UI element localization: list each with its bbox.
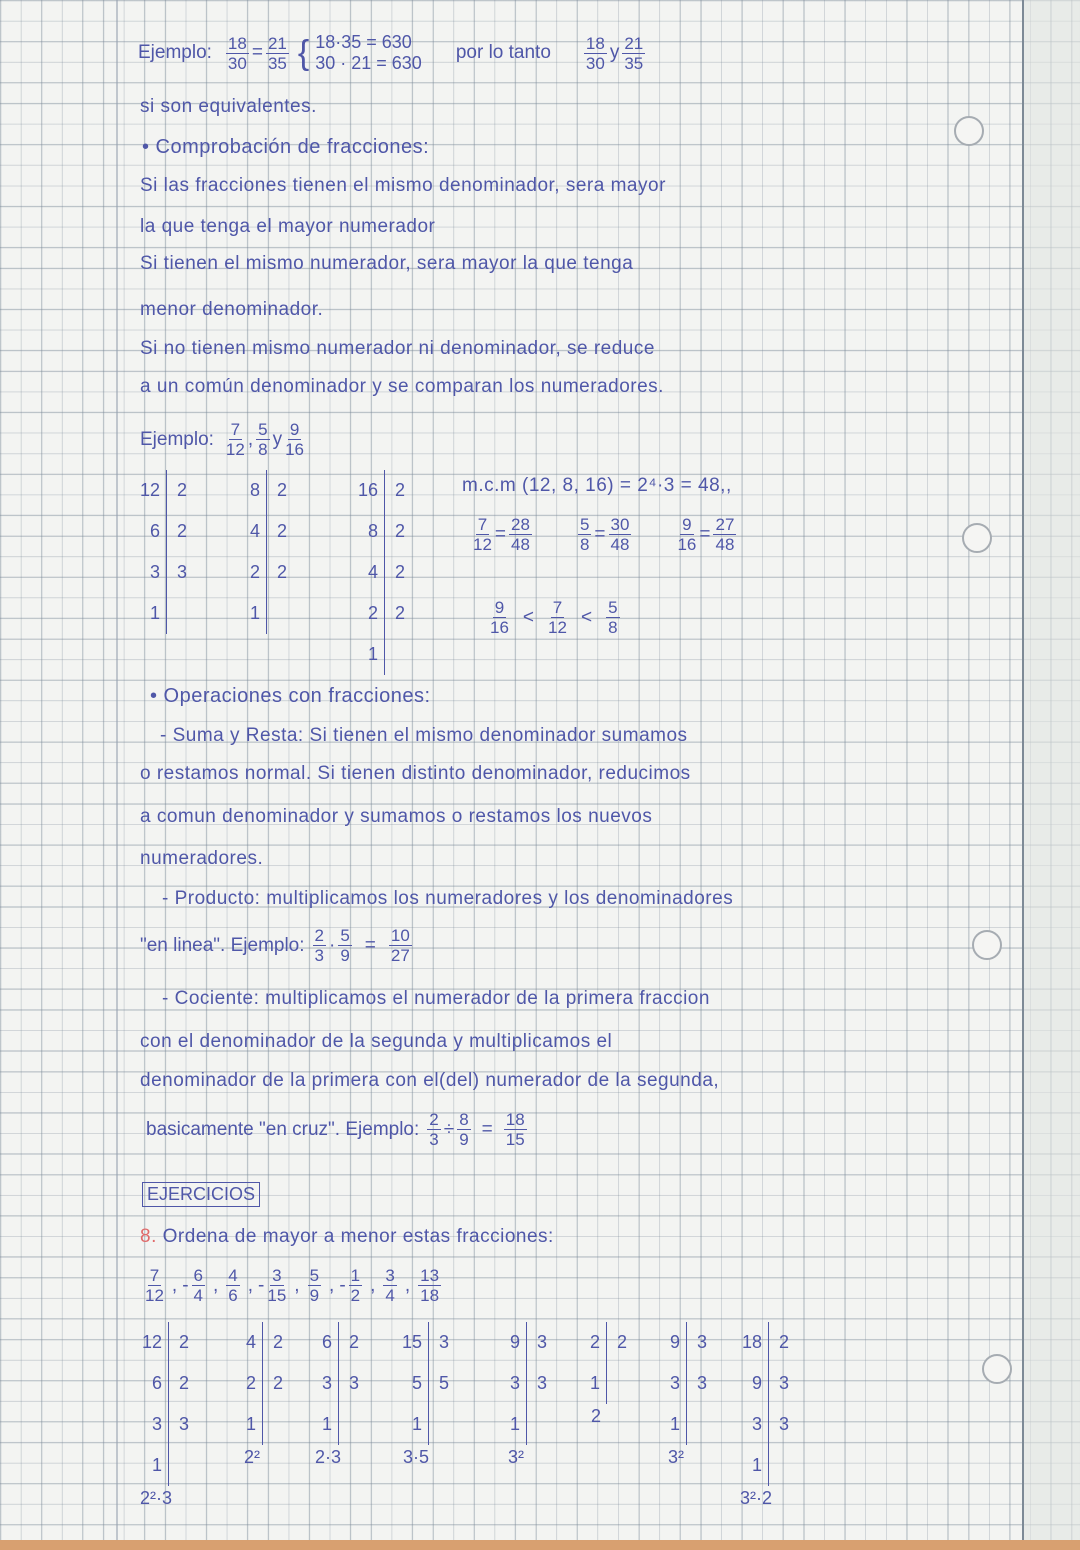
divisor: 3 [779, 1373, 790, 1393]
text-line: - Cociente: multiplicamos el numerador de la primera fraccion [162, 988, 710, 1009]
denominator: 35 [267, 53, 287, 73]
divisor: 2 [276, 562, 287, 582]
example-label: Ejemplo: [140, 428, 214, 450]
minus-sign: - [258, 1274, 265, 1296]
fraction [622, 34, 645, 73]
fraction [548, 598, 567, 637]
numerator: 5 [258, 420, 268, 439]
factorization-row [396, 1404, 459, 1445]
dividend: 4 [352, 552, 385, 593]
dividend: 9 [656, 1322, 687, 1363]
divisor: 3 [179, 1414, 190, 1434]
denominator: 4 [385, 1286, 395, 1305]
text-line: Si las fracciones tienen el mismo denominador, sera mayor [140, 175, 666, 196]
conclusion-text: por lo tanto [455, 42, 551, 63]
factorization-table [576, 1322, 637, 1427]
factorization-row [236, 511, 297, 552]
equals-sign: = [494, 523, 507, 545]
factorization-row [352, 593, 415, 634]
fraction [418, 1266, 441, 1305]
comma: , [247, 1274, 254, 1296]
text-line: Si tienen el mismo numerador, sera mayor la que tenga [140, 253, 634, 274]
factorization-table [396, 1322, 459, 1468]
denominator: 9 [340, 946, 350, 965]
fraction [578, 515, 591, 554]
minus-sign: - [339, 1274, 346, 1296]
divisor: 2 [179, 1332, 190, 1352]
dividend: 2 [576, 1322, 607, 1363]
exercise-number: 8. [140, 1226, 157, 1247]
denominator: 12 [225, 440, 245, 459]
numerator: 21 [267, 33, 287, 53]
fraction [473, 515, 492, 554]
denominator: 12 [548, 618, 567, 637]
fraction [267, 1266, 286, 1305]
divisor: 3 [696, 1332, 707, 1352]
factorization-row [136, 1445, 199, 1486]
text-line: menor denominador. [140, 299, 324, 320]
dividend: 8 [352, 511, 385, 552]
equals-sign: = [699, 523, 711, 545]
numerator: 28 [511, 515, 530, 534]
factorization-table [352, 470, 415, 675]
comma: , [329, 1274, 335, 1296]
dividend: 1 [656, 1404, 687, 1445]
less-than-sign: < [522, 606, 535, 628]
dividend: 1 [134, 593, 167, 634]
dividend: 5 [396, 1363, 429, 1404]
factorization-row [496, 1363, 557, 1404]
text-line: a comun denominador y sumamos o restamos los nuevos [140, 806, 653, 827]
factorization-row [232, 1404, 293, 1445]
divisor: 3 [348, 1373, 359, 1393]
fraction [285, 420, 304, 459]
divisor: 2 [395, 562, 406, 582]
equals-sign: = [594, 523, 606, 545]
fraction [389, 926, 412, 965]
denominator: 3 [314, 946, 324, 965]
dividend: 3 [736, 1404, 769, 1445]
divisor: 2 [276, 480, 287, 500]
divisor [167, 593, 198, 634]
numerator: 6 [193, 1266, 203, 1285]
text-line: - Suma y Resta: Si tienen el mismo denominador sumamos [160, 725, 688, 746]
dividend: 1 [496, 1404, 527, 1445]
numerator: 13 [420, 1266, 440, 1285]
fraction [192, 1266, 205, 1305]
divisor [429, 1404, 460, 1445]
equals-sign: = [481, 1118, 493, 1140]
divisor [267, 593, 298, 634]
factorization-row [656, 1322, 717, 1363]
factorization-result: 3²·2 [739, 1488, 772, 1508]
factorization-row [136, 1404, 199, 1445]
denominator: 8 [579, 535, 590, 554]
factorization-row [496, 1322, 557, 1363]
numerator: 10 [390, 926, 410, 945]
factorization-row [352, 470, 415, 511]
factorization-row [232, 1322, 293, 1363]
denominator: 16 [285, 440, 305, 459]
numerator: 5 [608, 598, 618, 617]
text-line: - Producto: multiplicamos los numeradores y los denominadores [162, 888, 734, 909]
factorization-row [134, 511, 197, 552]
exercise-text: Ordena de mayor a menor estas fracciones: [162, 1226, 554, 1247]
dividend: 1 [236, 593, 267, 634]
divisor: 2 [179, 1373, 190, 1393]
fraction [226, 1266, 239, 1305]
dividend: 12 [136, 1322, 169, 1363]
factorization-row [236, 470, 297, 511]
factorization-result: 3·5 [402, 1447, 429, 1467]
factorization-row [136, 1363, 199, 1404]
page-edge [1022, 0, 1080, 1550]
factorization-row [396, 1322, 459, 1363]
factorization-row [308, 1322, 369, 1363]
denominator: 15 [505, 1130, 525, 1149]
numerator: 18 [585, 33, 605, 53]
divisor: 2 [348, 1332, 359, 1352]
denominator: 18 [420, 1286, 440, 1305]
factorization-row [576, 1363, 637, 1404]
dividend: 6 [134, 511, 167, 552]
fraction [457, 1110, 470, 1149]
product-example [140, 926, 415, 965]
fraction [504, 1110, 527, 1149]
exercise-fractions [142, 1266, 444, 1305]
equals-sign: = [364, 934, 376, 956]
factorization-row [656, 1363, 717, 1404]
brace: { [297, 33, 310, 72]
divisor: 2 [395, 480, 406, 500]
notebook-margin-line [116, 0, 118, 1550]
divisor [385, 634, 416, 675]
minus-sign: - [182, 1274, 189, 1296]
fraction [609, 515, 632, 554]
factorization-row [134, 552, 197, 593]
lcm-line: m.c.m (12, 8, 16) = 2⁴·3 = 48,, [462, 475, 732, 496]
fraction [383, 1266, 396, 1305]
factorization-row [352, 552, 415, 593]
factorization-table [496, 1322, 557, 1468]
divisor: 2 [272, 1332, 283, 1352]
factorization-table [308, 1322, 369, 1468]
binder-hole [982, 1354, 1012, 1384]
denominator: 15 [267, 1286, 287, 1305]
factorization-row [134, 593, 197, 634]
example-equivalence [138, 32, 648, 74]
fraction [313, 926, 326, 965]
dividend: 3 [656, 1363, 687, 1404]
factorization-result: 2² [243, 1447, 260, 1467]
text-line: a un común denominador y se comparan los numeradores. [140, 376, 664, 397]
text-line: "en linea". Ejemplo: [140, 934, 305, 956]
text-line: Si no tienen mismo numerador ni denominador, se reduce [140, 338, 655, 359]
numerator: 7 [552, 598, 563, 617]
divisor: 2 [177, 521, 188, 541]
factorization-row [496, 1404, 557, 1445]
numerator: 18 [505, 1110, 525, 1129]
denominator: 12 [473, 535, 492, 554]
factorization-row [656, 1404, 717, 1445]
section-heading: • Comprobación de fracciones: [142, 136, 430, 158]
denominator: 48 [610, 535, 630, 554]
comma: , [404, 1274, 411, 1296]
divisor [527, 1404, 558, 1445]
text-line: si son equivalentes. [140, 96, 317, 117]
dividend: 9 [736, 1363, 769, 1404]
exercises-heading: EJERCICIOS [142, 1182, 260, 1207]
binder-hole [962, 523, 992, 553]
dividend: 9 [496, 1322, 527, 1363]
fraction [584, 34, 607, 73]
divisor [263, 1404, 294, 1445]
factorization-row [352, 511, 415, 552]
comma: , [294, 1274, 300, 1296]
binder-hole [972, 930, 1002, 960]
factorization-row [736, 1445, 799, 1486]
denominator: 9 [309, 1286, 320, 1305]
denominator: 16 [677, 535, 697, 554]
factorization-result: 3² [667, 1447, 684, 1467]
factorization-row [236, 552, 297, 593]
divisor: 2 [779, 1332, 790, 1352]
dividend: 3 [496, 1363, 527, 1404]
denominator: 2 [350, 1286, 361, 1305]
factorization-table [656, 1322, 717, 1468]
denominator: 27 [390, 946, 410, 965]
factorization-table [134, 470, 197, 634]
numerator: 2 [429, 1110, 439, 1129]
fraction [490, 598, 509, 637]
fraction [226, 420, 245, 459]
numerator: 7 [477, 515, 488, 534]
fraction [338, 926, 351, 965]
comma: , [247, 428, 254, 450]
divisor: 2 [616, 1332, 627, 1352]
text-line: basicamente "en cruz". Ejemplo: [146, 1118, 420, 1140]
dividend: 1 [576, 1363, 607, 1404]
factorization-row [736, 1404, 799, 1445]
fraction [256, 420, 269, 459]
denominator: 9 [459, 1130, 469, 1149]
less-than-sign: < [580, 606, 593, 628]
binder-hole [954, 116, 984, 146]
divisor: 2 [177, 480, 188, 500]
factorization-result: 2·3 [314, 1447, 341, 1467]
factorization-row [308, 1363, 369, 1404]
denominator: 48 [511, 535, 530, 554]
divisor: 3 [696, 1373, 707, 1393]
numerator: 5 [340, 926, 350, 945]
dividend: 4 [236, 511, 267, 552]
and-word: y [609, 42, 620, 63]
factorization-result: 2 [590, 1406, 601, 1426]
dividend: 2 [352, 593, 385, 634]
dividend: 3 [134, 552, 167, 593]
numerator: 5 [309, 1266, 320, 1285]
fraction [266, 34, 289, 73]
divisor: 2 [395, 603, 406, 623]
cross-check [315, 32, 422, 74]
numerator: 8 [459, 1110, 469, 1129]
denominator: 8 [608, 618, 618, 637]
denominator: 3 [429, 1130, 439, 1149]
fraction [509, 515, 532, 554]
dividend: 3 [136, 1404, 169, 1445]
divisor: 3 [536, 1373, 547, 1393]
factorization-row [134, 470, 197, 511]
numerator: 18 [227, 33, 247, 53]
example-label: Ejemplo: [138, 42, 212, 63]
text-line: numeradores. [140, 848, 264, 869]
factorization-result: 3² [507, 1447, 524, 1467]
dividend: 2 [236, 552, 267, 593]
factorization-row [352, 634, 415, 675]
fraction [226, 34, 249, 73]
numerator: 30 [610, 515, 630, 534]
text-line: o restamos normal. Si tienen distinto denominador, reducimos [140, 763, 691, 784]
factorization-row [736, 1363, 799, 1404]
dividend: 1 [136, 1445, 169, 1486]
factorization-row [136, 1322, 199, 1363]
quotient-example [146, 1110, 530, 1149]
equivalent-fractions [470, 515, 739, 554]
dividend: 4 [232, 1322, 263, 1363]
and-word: y [272, 428, 283, 450]
denominator: 6 [228, 1286, 238, 1305]
dividend: 1 [308, 1404, 339, 1445]
divisor: 3 [177, 562, 188, 582]
denominator: 30 [227, 53, 247, 73]
dividend: 1 [232, 1404, 263, 1445]
section-heading: • Operaciones con fracciones: [150, 685, 431, 707]
dividend: 1 [352, 634, 385, 675]
divisor [607, 1363, 638, 1404]
factorization-table [232, 1322, 293, 1468]
comma: , [213, 1274, 219, 1296]
operator: · [329, 934, 336, 956]
fraction [713, 515, 736, 554]
dividend: 2 [232, 1363, 263, 1404]
dividend: 15 [396, 1322, 429, 1363]
numerator: 1 [350, 1266, 361, 1285]
denominator: 35 [624, 53, 644, 73]
factorization-row [308, 1404, 369, 1445]
numerator: 7 [149, 1266, 160, 1285]
fraction [349, 1266, 362, 1305]
text-line: la que tenga el mayor numerador [140, 216, 436, 237]
fraction [677, 515, 696, 554]
denominator: 4 [193, 1286, 203, 1305]
dividend: 6 [308, 1322, 339, 1363]
comma: , [370, 1274, 376, 1296]
example-comparison [140, 420, 307, 459]
text-line: con el denominador de la segunda y multiplicamos el [140, 1031, 613, 1052]
denominator: 12 [145, 1286, 164, 1305]
factorization-table [136, 1322, 199, 1509]
exercise-statement [140, 1226, 554, 1248]
divisor: 2 [395, 521, 406, 541]
check-line: 18·35 = 630 [315, 32, 412, 52]
numerator: 2 [314, 926, 324, 945]
comma: , [171, 1274, 178, 1296]
denominator: 16 [490, 618, 509, 637]
numerator: 3 [385, 1266, 395, 1285]
denominator: 30 [585, 53, 605, 73]
table-surface [0, 1540, 1080, 1550]
numerator: 9 [494, 598, 505, 617]
denominator: 8 [258, 440, 268, 459]
factorization-table [236, 470, 297, 634]
denominator: 48 [715, 535, 735, 554]
factorization-row [236, 593, 297, 634]
fraction [427, 1110, 440, 1149]
divisor: 3 [439, 1332, 450, 1352]
dividend: 12 [134, 470, 167, 511]
numerator: 7 [230, 420, 241, 439]
fraction [308, 1266, 321, 1305]
numerator: 27 [715, 515, 735, 534]
equals-sign: = [251, 42, 263, 63]
numerator: 9 [289, 420, 300, 439]
numerator: 21 [624, 33, 644, 53]
dividend: 6 [136, 1363, 169, 1404]
factorization-row [736, 1322, 799, 1363]
factorization-table [736, 1322, 799, 1509]
divisor [687, 1404, 718, 1445]
text-line: denominador de la primera con el(del) numerador de la segunda, [140, 1070, 720, 1091]
dividend: 18 [736, 1322, 769, 1363]
divisor: 2 [276, 521, 287, 541]
dividend: 8 [236, 470, 267, 511]
divisor: 3 [536, 1332, 547, 1352]
numerator: 9 [682, 515, 692, 534]
divisor [339, 1404, 370, 1445]
dividend: 3 [308, 1363, 339, 1404]
fraction [606, 598, 619, 637]
divisor: 2 [272, 1373, 283, 1393]
fraction [145, 1266, 164, 1305]
numerator: 4 [228, 1266, 238, 1285]
divisor [169, 1445, 200, 1486]
dividend: 16 [352, 470, 385, 511]
factorization-row [576, 1322, 637, 1363]
check-line: 30 · 21 = 630 [315, 53, 422, 73]
dividend: 1 [396, 1404, 429, 1445]
divisor: 3 [779, 1414, 790, 1434]
divisor: 5 [439, 1373, 450, 1393]
factorization-row [232, 1363, 293, 1404]
operator: ÷ [443, 1118, 455, 1140]
numerator: 3 [272, 1266, 282, 1285]
ordered-fractions [476, 598, 634, 637]
divisor [769, 1445, 800, 1486]
numerator: 5 [579, 515, 590, 534]
factorization-result: 2²·3 [139, 1488, 172, 1508]
dividend: 1 [736, 1445, 769, 1486]
factorization-row [396, 1363, 459, 1404]
